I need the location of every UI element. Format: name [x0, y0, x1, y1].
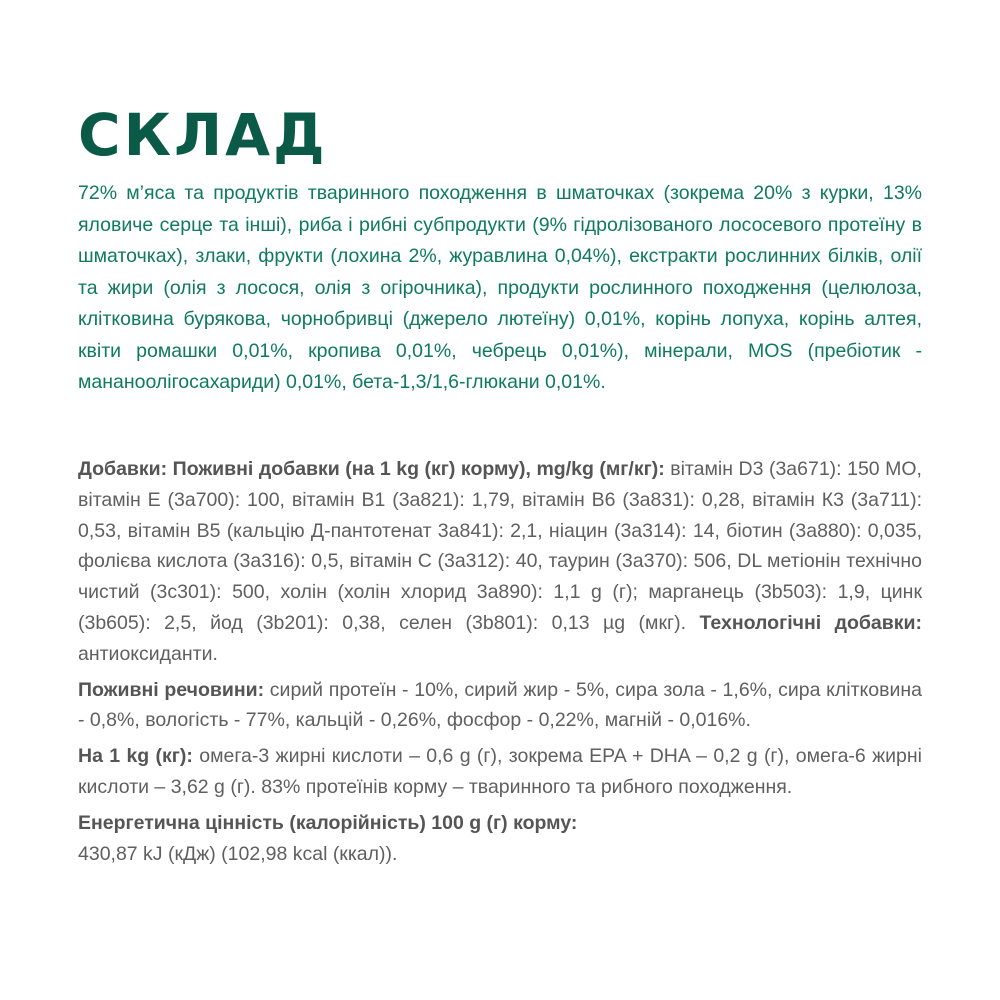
energy-label: Енергетична цінність (калорійність) 100 g (г) корму: [78, 811, 578, 834]
energy-text: 430,87 kJ (кДж) (102,98 kcal (ккал)). [78, 842, 398, 865]
additives-text: вітамін D3 (3a671): 150 МО, вітамін Е (3а700): 100, вітамін В1 (3а821): 1,79, вітамін В6 (3а831): 0,28, вітамін К3 (3а711): 0,53, вітамін В5 (кальцію Д-пантотенат 3а841): 2,1, ніацин (3а314): 14, біотин (3а880): 0,035, фолієва кислота (3а316): 0,5, вітамін С (3а312): 40, таурин (3а370): 506, DL метіонін технічно чистий (3с301): 500, холін (холін хлорид 3а890): 1,1 g (г); марганець (3b503): 1,9, цинк (3b605): 2,5, йод (3b201): 0,38, селен (3b801): 0,13 µg (мкг). [78, 458, 922, 634]
nutrients-paragraph [78, 675, 922, 737]
tech-additives-label: Технологічні добавки: [699, 611, 923, 634]
nutrients-label: Поживні речовини: [78, 678, 265, 701]
tech-additives-text: антиоксиданти. [78, 642, 218, 665]
additives-label: Добавки: Поживні добавки (на 1 kg (кг) корму), mg/kg (мг/кг): [78, 458, 665, 480]
per-kg-text: омега-3 жирні кислоти – 0,6 g (г), зокрема EPA + DHA – 0,2 g (г), омега-6 жирні кислоти – 3,62 g (г). 83% протеїнів корму – тваринного та рибного походження. [78, 745, 922, 798]
per-kg-label: На 1 kg (кг): [78, 745, 193, 768]
page-title: СКЛАД [78, 101, 328, 169]
per-kg-paragraph [78, 741, 922, 803]
additives-paragraph [78, 454, 922, 670]
composition-text: 72% м’яса та продуктів тваринного походження в шматочках (зокрема 20% з курки, 13% яловиче серце та інші), риба і рибні субпродукти (9% гідролізованого лососевого протеїну в шматочках), злаки, фрукти (лохина 2%, журавлина 0,04%), екстракти рослинних білків, олії та жири (олія з лосося, олія з огірочника), продукти рослинного походження (целюлоза, клітковина бурякова, чорнобривці (джерело лютеїну) 0,01%, корінь лопуха, корінь алтея, квіти ромашки 0,01%, кропива 0,01%, чебрець 0,01%), мінерали, MOS (пребіотик - мананоолігосахариди) 0,01%, бета-1,3/1,6-глюкани 0,01%. [78, 182, 922, 393]
nutrients-text: сирий протеїн - 10%, сирий жир - 5%, сира зола - 1,6%, сира клітковина - 0,8%, вологість - 77%, кальцій - 0,26%, фосфор - 0,22%, магній - 0,016%. [78, 678, 923, 732]
content-page [78, 0, 922, 1000]
energy-paragraph [78, 808, 922, 870]
details-section [78, 454, 922, 874]
